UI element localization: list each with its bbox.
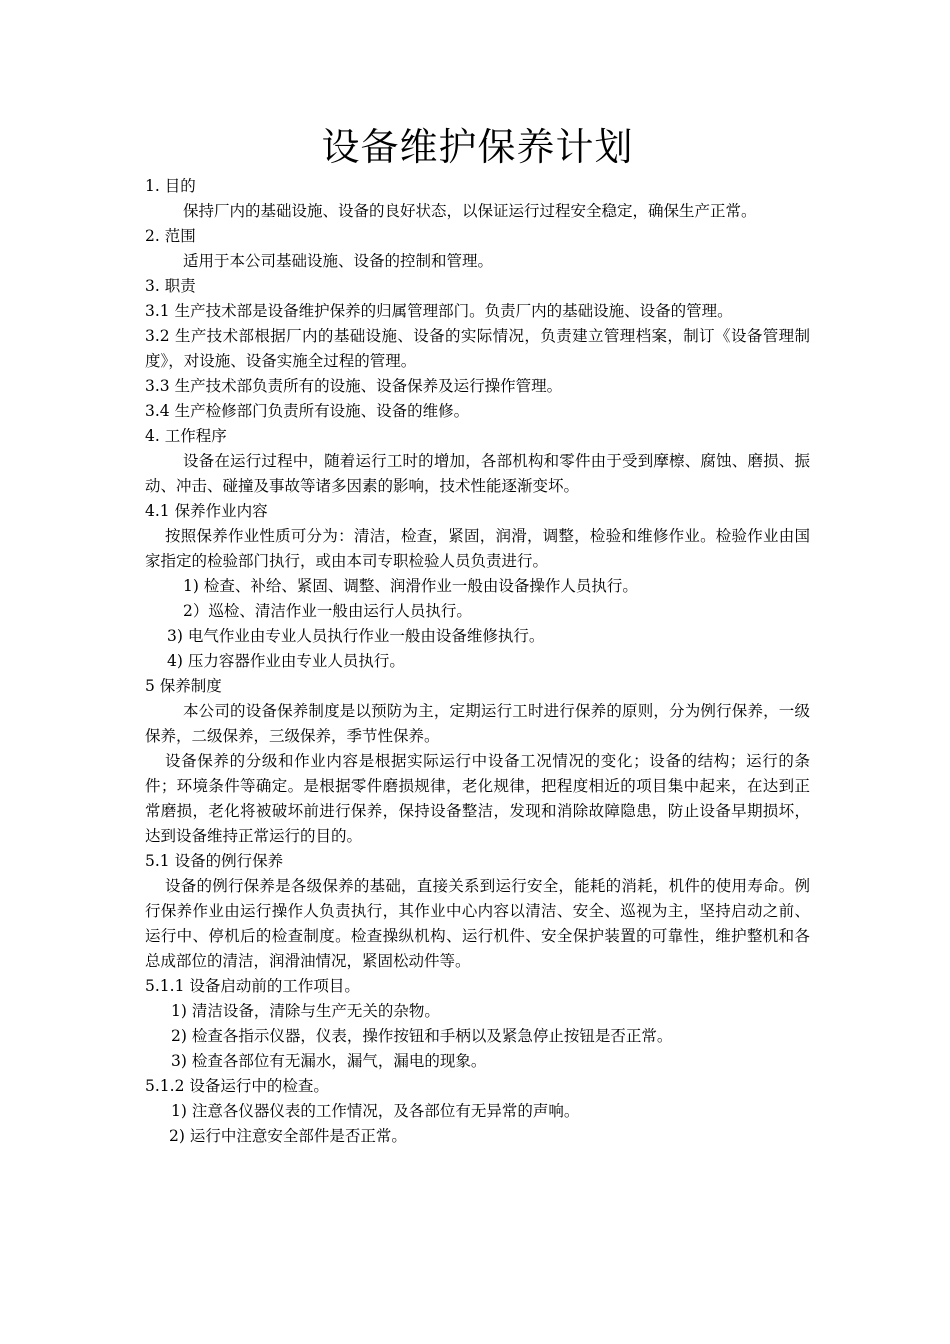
paragraph: 3.3 生产技术部负责所有的设施、设备保养及运行操作管理。 <box>145 377 563 395</box>
section-heading: 5.1 设备的例行保养 <box>145 852 284 870</box>
section-heading: 3. 职责 <box>145 277 196 295</box>
section-heading: 2. 范围 <box>145 227 196 245</box>
paragraph: 3) 检查各部位有无漏水，漏气，漏电的现象。 <box>171 1052 487 1070</box>
paragraph: 设备保养的分级和作业内容是根据实际运行中设备工况情况的变化；设备的结构；运行的条件；环境条件等确定。是根据零件磨损规律，老化规律，把程度相近的项目集中起来，在达到正常磨损，老化将被破坏前进行保养，保持设备整洁，发现和消除故障隐患，防止设备早期损坏，达到设备维持正常运行的目的。 <box>145 752 810 845</box>
section-heading: 5 保养制度 <box>145 677 222 695</box>
paragraph: 1) 检查、补给、紧固、调整、润滑作业一般由设备操作人员执行。 <box>183 577 638 595</box>
paragraph: 3) 电气作业由专业人员执行作业一般由设备维修执行。 <box>167 627 545 645</box>
section-heading: 4.1 保养作业内容 <box>145 502 268 520</box>
paragraph: 4) 压力容器作业由专业人员执行。 <box>167 652 405 670</box>
paragraph: 1) 注意各仪器仪表的工作情况，及各部位有无异常的声响。 <box>171 1102 580 1120</box>
paragraph: 保持厂内的基础设施、设备的良好状态，以保证运行过程安全稳定，确保生产正常。 <box>183 202 757 220</box>
document-title: 设备维护保养计划 <box>321 125 634 169</box>
paragraph: 2) 检查各指示仪器，仪表，操作按钮和手柄以及紧急停止按钮是否正常。 <box>171 1027 673 1045</box>
paragraph: 设备在运行过程中，随着运行工时的增加，各部机构和零件由于受到摩檫、腐蚀、磨损、振动、冲击、碰撞及事故等诸多因素的影响，技术性能逐渐变坏。 <box>145 452 810 495</box>
section-heading: 4. 工作程序 <box>145 427 227 445</box>
paragraph: 适用于本公司基础设施、设备的控制和管理。 <box>183 252 494 270</box>
paragraph: 3.2 生产技术部根据厂内的基础设施、设备的实际情况，负责建立管理档案，制订《设备管理制度》，对设施、设备实施全过程的管理。 <box>145 327 810 370</box>
paragraph: 2) 运行中注意安全部件是否正常。 <box>169 1127 407 1145</box>
paragraph: 3.1 生产技术部是设备维护保养的归属管理部门。负责厂内的基础设施、设备的管理。 <box>145 302 733 320</box>
paragraph: 按照保养作业性质可分为：清洁，检查，紧固，润滑，调整，检验和维修作业。检验作业由国家指定的检验部门执行，或由本司专职检验人员负责进行。 <box>145 527 810 570</box>
section-heading: 5.1.2 设备运行中的检查。 <box>145 1077 329 1095</box>
paragraph: 本公司的设备保养制度是以预防为主，定期运行工时进行保养的原则，分为例行保养，一级保养，二级保养，三级保养，季节性保养。 <box>145 702 810 745</box>
paragraph: 3.4 生产检修部门负责所有设施、设备的维修。 <box>145 402 470 420</box>
document-page <box>145 118 810 1149</box>
paragraph: 2）巡检、清洁作业一般由运行人员执行。 <box>183 602 472 620</box>
section-heading: 5.1.1 设备启动前的工作项目。 <box>145 977 360 995</box>
paragraph: 1) 清洁设备，清除与生产无关的杂物。 <box>171 1002 440 1020</box>
paragraph: 设备的例行保养是各级保养的基础，直接关系到运行安全，能耗的消耗，机件的使用寿命。例行保养作业由运行操作人负责执行，其作业中心内容以清洁、安全、巡视为主，坚持启动之前、运行中、停机后的检查制度。检查操纵机构、运行机件、安全保护装置的可靠性，维护整机和各总成部位的清洁，润滑油情况，紧固松动件等。 <box>145 877 810 970</box>
section-heading: 1. 目的 <box>145 177 196 195</box>
document-body <box>145 174 810 1149</box>
